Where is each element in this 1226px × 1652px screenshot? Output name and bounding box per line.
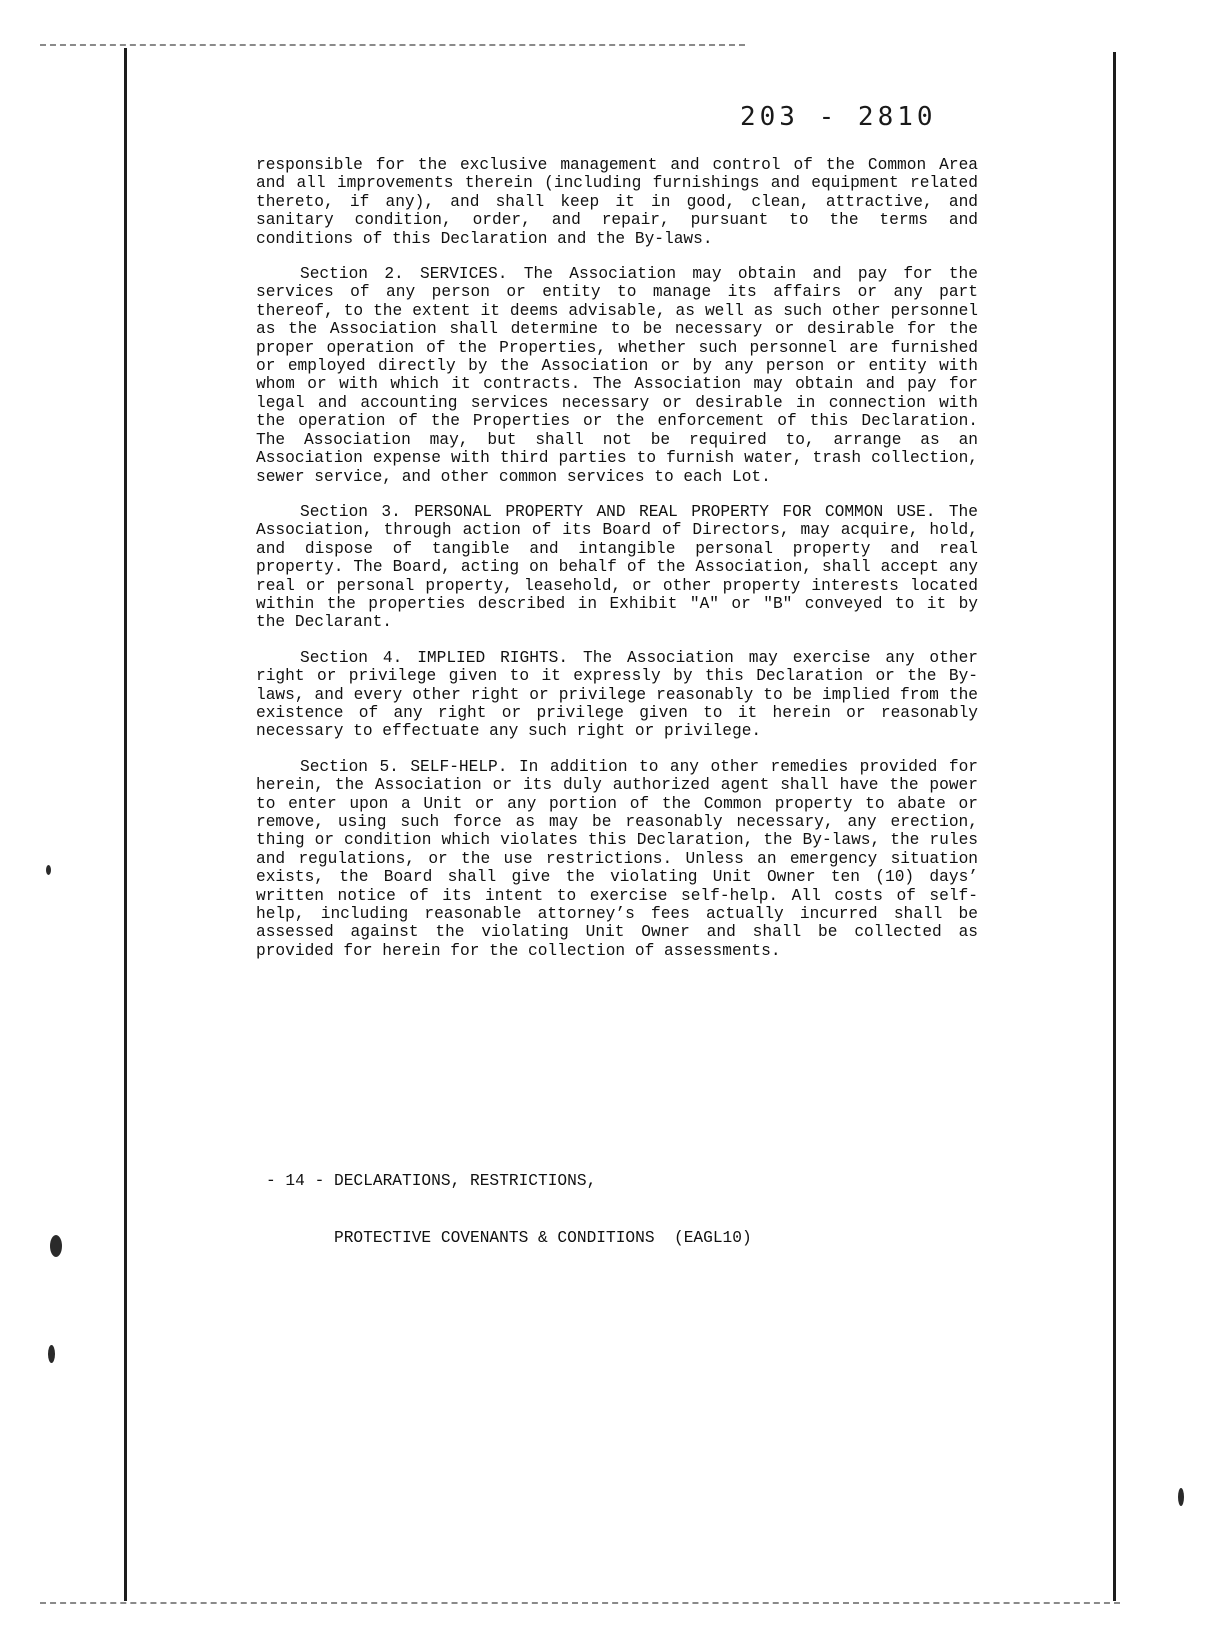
- paragraph-section-3-property: Section 3. PERSONAL PROPERTY AND REAL PROPERTY FOR COMMON USE. The Association, through action of its Board of Directors, may acquire, hold, and dispose of tangible and intangible personal property and real property. The Board, acting on behalf of the Association, shall accept any real or personal property, leasehold, or other property interests located within the properties described in Exhibit "A" or "B" conveyed to it by the Declarant.: [256, 502, 978, 632]
- page-number: 203 - 2810: [740, 102, 937, 132]
- footer-line-2: PROTECTIVE COVENANTS & CONDITIONS (EAGL10): [266, 1229, 752, 1247]
- scan-speck: [46, 865, 51, 875]
- paragraph-section-5-self-help: Section 5. SELF-HELP. In addition to any other remedies provided for herein, the Association or its duly authorized agent shall have the power to enter upon a Unit or any portion of the Common property to abate or remove, using such force as may be reasonably necessary, any erection, thing or condition which violates this Declaration, the By-laws, the rules and regulations, or the use restrictions. Unless an emergency situation exists, the Board shall give the violating Unit Owner ten (10) days’ written notice of its intent to exercise self-help. All costs of self-help, including reasonable attorney’s fees actually incurred shall be assessed against the violating Unit Owner and shall be collected as provided for herein for the collection of assessments.: [256, 757, 978, 960]
- footer-line-1: - 14 - DECLARATIONS, RESTRICTIONS,: [266, 1172, 597, 1190]
- page-footer: [266, 1134, 752, 1286]
- page-border-right: [1113, 52, 1116, 1601]
- paragraph-section-4-implied-rights: Section 4. IMPLIED RIGHTS. The Association may exercise any other right or privilege given to it expressly by this Declaration or the By-laws, and every other right or privilege reasonably to be implied from the existence of any right or privilege given to it herein or reasonably necessary to effectuate any such right or privilege.: [256, 648, 978, 741]
- document-body: [256, 156, 978, 977]
- paragraph-section-2-services: Section 2. SERVICES. The Association may obtain and pay for the services of any person or entity to manage its affairs or any part thereof, to the extent it deems advisable, as well as such other personnel as the Association shall determine to be necessary or desirable for the proper operation of the Properties, whether such personnel are furnished or employed directly by the Association or by any person or entity with whom or with which it contracts. The Association may obtain and pay for legal and accounting services necessary or desirable in connection with the operation of the Properties or the enforcement of this Declaration. The Association may, but shall not be required to, arrange as an Association expense with third parties to furnish water, trash collection, sewer service, and other common services to each Lot.: [256, 265, 978, 486]
- page-border-left: [124, 48, 127, 1601]
- scan-speck: [1178, 1488, 1184, 1506]
- scan-edge-bottom: [40, 1602, 1120, 1604]
- scan-speck: [48, 1345, 55, 1363]
- scan-speck: [50, 1235, 62, 1257]
- paragraph-management: responsible for the exclusive management and control of the Common Area and all improvements therein (including furnishings and equipment related thereto, if any), and shall keep it in good, clean, attractive, and sanitary condition, order, and repair, pursuant to the terms and conditions of this Declaration and the By-laws.: [256, 156, 978, 248]
- scan-edge-top: [40, 44, 745, 46]
